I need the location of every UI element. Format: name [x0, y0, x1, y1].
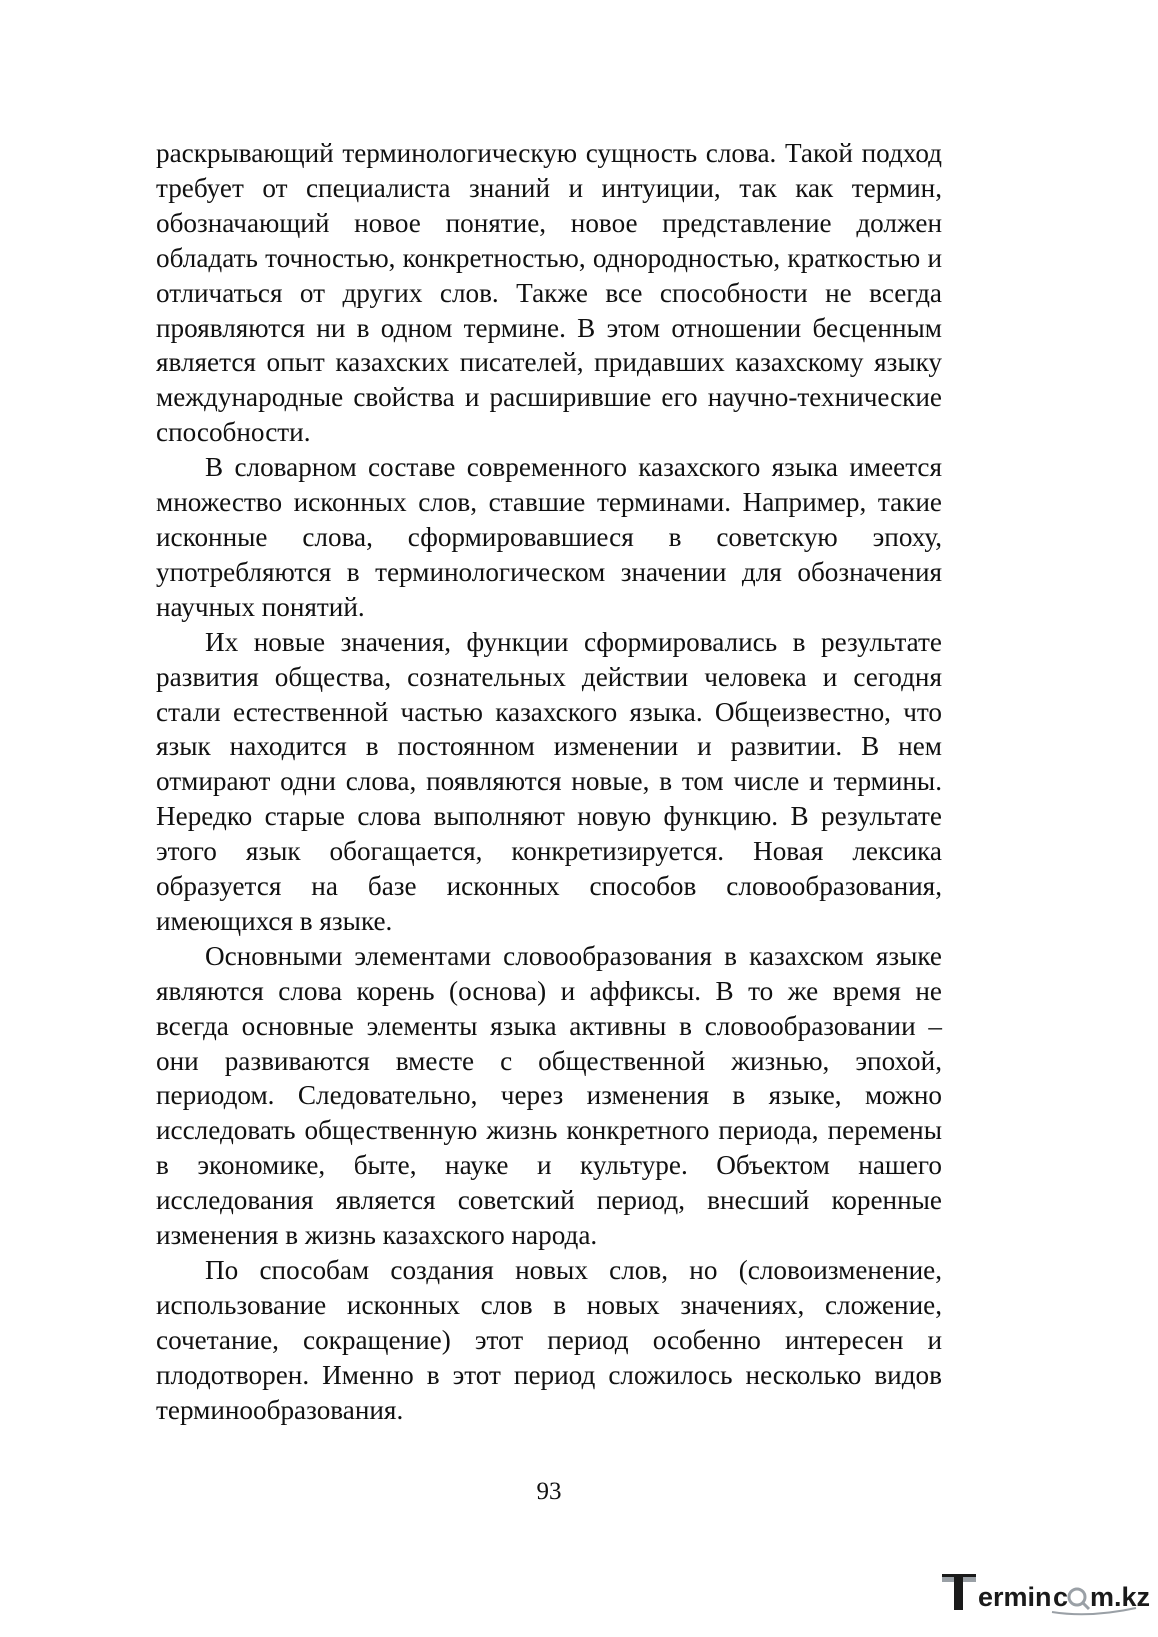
logo-t-mark: [942, 1574, 976, 1610]
svg-text:ermin: ermin: [978, 1582, 1052, 1612]
paragraph: Их новые значения, функции сформировались в результате развития общества, сознательных действии человека и сегодня стали естественной частью казахского языка. Общеизвестно, что язык находится в постоянном изменении и развитии. В нем отмирают одни слова, появляются новые, в том числе и термины. Нередко старые слова выполняют новую функцию. В результате этого язык обогащается, конкретизируется. Новая лексика образуется на базе исконных способов словообразования, имеющихся в языке.: [156, 626, 942, 936]
logo-magnifier-mark: [1069, 1589, 1089, 1609]
page-number: 93: [536, 1478, 562, 1505]
paragraph: В словарном составе современного казахского языка имеется множество исконных слов, ставшие терминами. Например, такие исконные слова, сформировавшиеся в советскую эпоху, употребляются в терминологическом значении для обозначения научных понятий.: [156, 452, 942, 622]
body-text: [156, 136, 942, 1428]
paragraph: По способам создания новых слов, но (словоизменение, использование исконных слов в новых значениях, сложение, сочетание, сокращение) этот период особенно интересен и плодотворен. Именно в этот период сложилось несколько видов терминообразования.: [156, 1255, 942, 1425]
svg-text:c: c: [1053, 1582, 1069, 1612]
site-watermark-logo: [940, 1570, 1151, 1618]
paragraph: раскрывающий терминологическую сущность слова. Такой подход требует от специалиста знаний и интуиции, так как термин, обозначающий новое понятие, новое представление должен обладать точностью, конкретностью, однородностью, краткостью и отличаться от других слов. Также все способности не всегда проявляются ни в одном термине. В этом отношении бесценным является опыт казахских писателей, придавших казахскому языку международные свойства и расширившие его научно-технические способности.: [156, 138, 942, 448]
svg-text:m.kz: m.kz: [1090, 1582, 1151, 1612]
paragraph: Основными элементами словообразования в казахском языке являются слова корень (основа) и аффиксы. В то же время не всегда основные элементы языка активны в словообразовании – они развиваются вместе с общественной жизнью, эпохой, периодом. Следовательно, через изменения в языке, можно исследовать общественную жизнь конкретного периода, перемены в экономике, быте, науке и культуре. Объектом нашего исследования является советский период, внесший коренные изменения в жизнь казахского народа.: [156, 940, 942, 1251]
